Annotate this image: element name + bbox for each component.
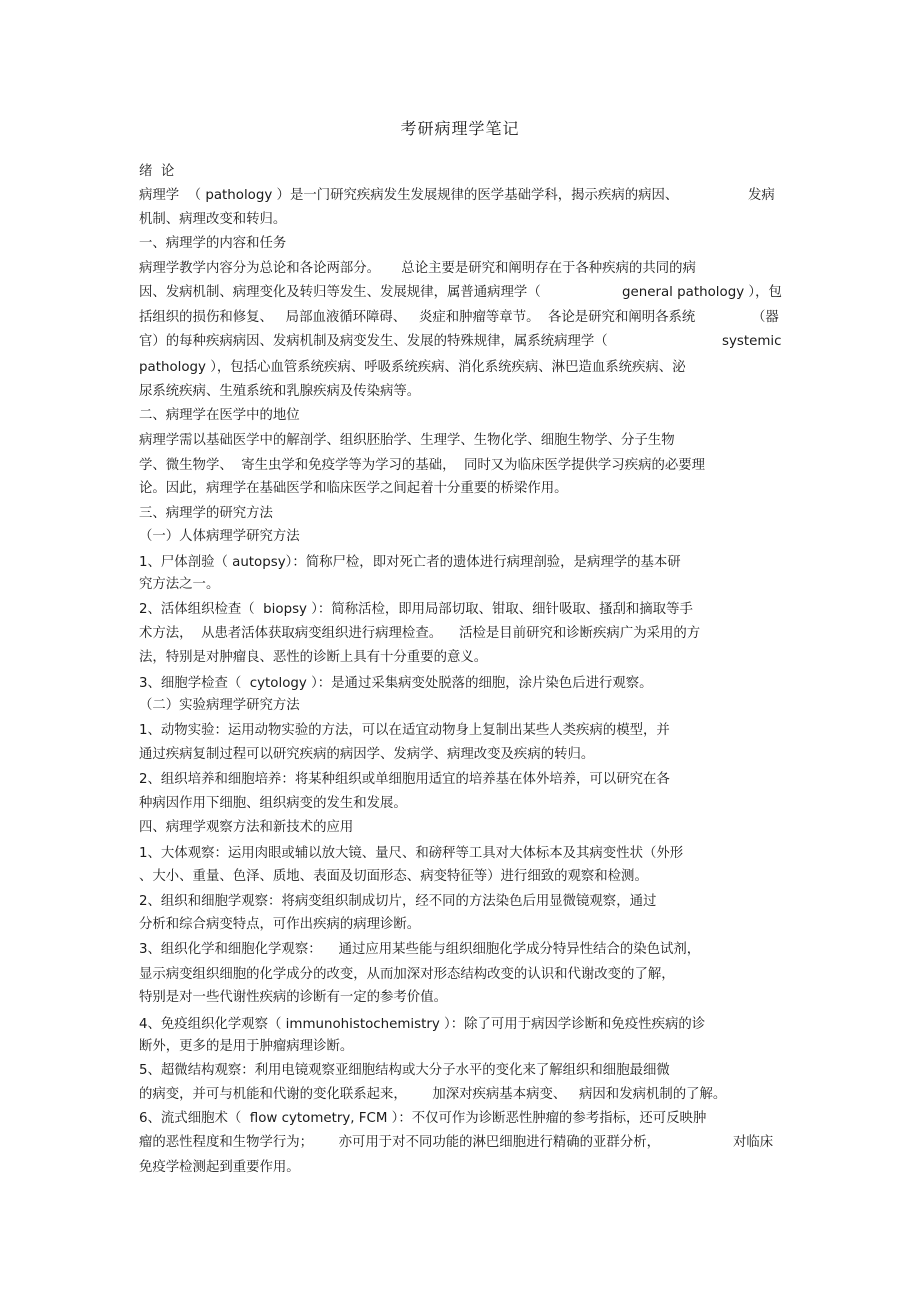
text-line: 4、免疫组织化学观察（ immunohistochemistry ）：除了可用于病因学诊断和免疫性疾病的诊 [139, 1017, 706, 1032]
text-line: 论。因此，病理学在基础医学和临床医学之间起着十分重要的桥梁作用。 [139, 481, 568, 496]
text-line: 瘤的恶性程度和生物学行为； 亦可用于对不同功能的淋巴细胞进行精确的亚群分析， [139, 1135, 660, 1150]
text-line: 术方法， 从患者活体获取病变组织进行病理检查。 活检是目前研究和诊断疾病广为采用的方 [139, 626, 701, 641]
text-line-tail: general pathology ），包 [622, 285, 782, 300]
text-line: 、大小、重量、色泽、质地、表面及切面形态、病变特征等）进行细致的观察和检测。 [139, 869, 648, 884]
text-line-tail: systemic [722, 334, 782, 349]
text-line: 1、尸体剖验（ autopsy）：简称尸检，即对死亡者的遗体进行病理剖验，是病理学的基本研 [139, 555, 681, 570]
text-line: 官）的每种疾病病因、发病机制及病变发生、发展的特殊规律，属系统病理学（ [139, 334, 608, 349]
text-line: 究方法之一。 [139, 577, 220, 592]
text-line: 通过疾病复制过程可以研究疾病的病因学、发病学、病理改变及疾病的转归。 [139, 747, 595, 762]
text-line: 2、组织和细胞学观察：将病变组织制成切片，经不同的方法染色后用显微镜观察，通过 [139, 894, 657, 909]
text-line: 显示病变组织细胞的化学成分的改变，从而加深对形态结构改变的认识和代谢改变的了解， [139, 967, 675, 982]
text-line-tail: 对临床 [733, 1135, 774, 1150]
text-line: 尿系统疾病、生殖系统和乳腺疾病及传染病等。 [139, 384, 421, 399]
text-line-tail: （器 [752, 310, 779, 325]
subsection-heading: （二）实验病理学研究方法 [139, 698, 300, 713]
text-line: 6、流式细胞术（ flow cytometry, FCM ）：不仅可作为诊断恶性肿瘤的参考指标，还可反映肿 [139, 1111, 707, 1126]
text-line: 5、超微结构观察：利用电镜观察亚细胞结构或大分子水平的变化来了解组织和细胞最细微 [139, 1063, 670, 1078]
text-line: 病理学需以基础医学中的解剖学、组织胚胎学、生理学、生物化学、细胞生物学、分子生物 [139, 433, 675, 448]
section-heading: 二、病理学在医学中的地位 [139, 408, 300, 423]
section-heading: 四、病理学观察方法和新技术的应用 [139, 820, 354, 835]
text-line: 机制、病理改变和转归。 [139, 212, 287, 227]
text-line: pathology ），包括心血管系统疾病、呼吸系统疾病、消化系统疾病、淋巴造血系统疾病、泌 [139, 360, 686, 375]
text-line: 种病因作用下细胞、组织病变的发生和发展。 [139, 796, 407, 811]
text-line: 3、组织化学和细胞化学观察： 通过应用某些能与组织细胞化学成分特异性结合的染色试剂， [139, 942, 701, 957]
text-line: 3、细胞学检查（ cytology ）：是通过采集病变处脱落的细胞，涂片染色后进行观察。 [139, 676, 653, 691]
section-heading: 三、病理学的研究方法 [139, 506, 273, 521]
text-line: 2、组织培养和细胞培养：将某种组织或单细胞用适宜的培养基在体外培养，可以研究在各 [139, 772, 670, 787]
text-line: 法，特别是对肿瘤良、恶性的诊断上具有十分重要的意义。 [139, 650, 488, 665]
text-line: 病理学 （ pathology ）是一门研究疾病发生发展规律的医学基础学科，揭示疾病的病因、 [139, 188, 679, 203]
text-line: 断外，更多的是用于肿瘤病理诊断。 [139, 1039, 354, 1054]
text-line: 免疫学检测起到重要作用。 [139, 1160, 300, 1175]
section-heading-intro: 绪 论 [139, 164, 175, 179]
text-line: 学、微生物学、 寄生虫学和免疫学等为学习的基础， 同时又为临床医学提供学习疾病的必要理 [139, 458, 706, 473]
text-line: 括组织的损伤和修复、 局部血液循环障碍、 炎症和肿瘤等章节。 各论是研究和阐明各系统 [139, 310, 696, 325]
section-heading: 一、病理学的内容和任务 [139, 236, 287, 251]
text-line: 1、大体观察：运用肉眼或辅以放大镜、量尺、和磅秤等工具对大体标本及其病变性状（外形 [139, 846, 684, 861]
text-line: 分析和综合病变特点，可作出疾病的病理诊断。 [139, 917, 421, 932]
text-line: 的病变，并可与机能和代谢的变化联系起来， 加深对疾病基本病变、 病因和发病机制的了解。 [139, 1087, 727, 1102]
text-line: 病理学教学内容分为总论和各论两部分。 总论主要是研究和阐明存在于各种疾病的共同的病 [139, 261, 696, 276]
page-title: 考研病理学笔记 [400, 119, 520, 138]
text-line-tail: 发病 [748, 188, 775, 203]
text-line: 2、活体组织检查（ biopsy ）：简称活检，即用局部切取、钳取、细针吸取、搔刮和摘取等手 [139, 602, 693, 617]
text-line: 特别是对一些代谢性疾病的诊断有一定的参考价值。 [139, 990, 447, 1005]
text-line: 1、动物实验：运用动物实验的方法，可以在适宜动物身上复制出某些人类疾病的模型，并 [139, 723, 670, 738]
text-line: 因、发病机制、病理变化及转归等发生、发展规律，属普通病理学（ [139, 285, 541, 300]
subsection-heading: （一）人体病理学研究方法 [139, 529, 300, 544]
